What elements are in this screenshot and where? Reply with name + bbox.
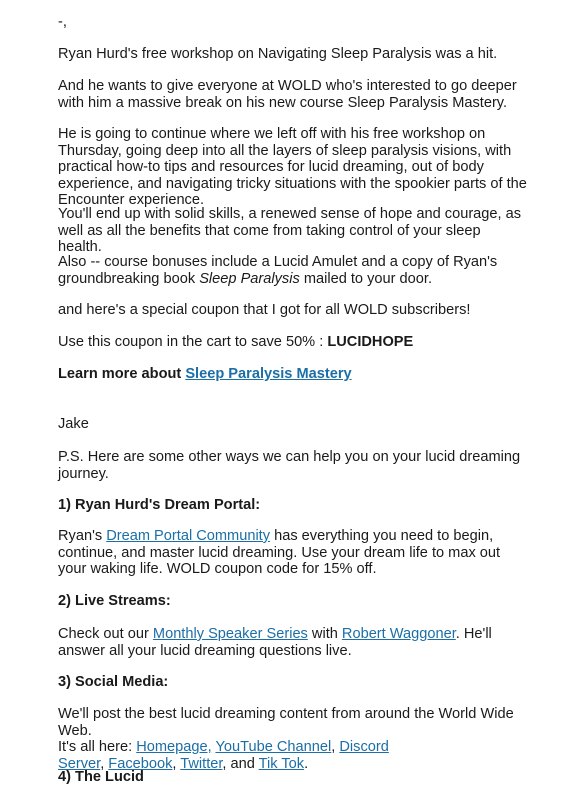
social-media-prefix: It's all here: (58, 739, 137, 755)
dream-portal-paragraph (58, 528, 528, 578)
period: . (304, 755, 309, 772)
separator: , (172, 755, 181, 772)
dream-portal-heading-text: 1) Ryan Hurd's Dream Portal: (58, 497, 261, 513)
social-media-paragraph (58, 706, 528, 772)
dream-portal-text: Ryan's (58, 528, 107, 544)
live-streams-text-mid: with (307, 626, 342, 642)
social-media-heading (58, 674, 528, 691)
signature: Jake (58, 416, 89, 432)
coupon-line (58, 334, 528, 351)
twitter-link[interactable]: Twitter (180, 755, 223, 772)
facebook-link[interactable]: Facebook (108, 755, 173, 772)
live-streams-text-end: . He'll answer all your lucid dreaming questions live. (58, 626, 492, 659)
separator: , (331, 739, 340, 755)
course-description-paragraph: He is going to continue where we left off with his free workshop on Thursday, going deep into all the layers of sleep paralysis visions, with practical how-to tips and resources for lucid dreaming, out of body experience, and navigating tricky situations with the spookier parts of the Encounter experience. (58, 126, 527, 208)
book-title: Sleep Paralysis (199, 270, 300, 287)
course-link[interactable]: Sleep Paralysis Mastery (185, 366, 352, 382)
social-media-text: We'll post the best lucid dreaming content from around the World Wide Web. (58, 706, 514, 739)
greeting: -, (58, 14, 67, 30)
live-streams-text: Check out our (58, 626, 153, 642)
dream-portal-community-link[interactable]: Dream Portal Community (106, 528, 271, 544)
coupon-intro: and here's a special coupon that I got for all WOLD subscribers! (58, 302, 471, 318)
separator-and: , and (222, 755, 259, 772)
learn-more-line (58, 366, 528, 383)
coupon-code: LUCIDHOPE (327, 334, 414, 350)
learn-more-label: Learn more about (58, 366, 186, 382)
bonuses-text: Also -- course bonuses include a Lucid Amulet and a copy of Ryan's groundbreaking book (58, 254, 498, 287)
live-streams-heading (58, 593, 528, 610)
discord-link-part1[interactable]: Discord (339, 739, 389, 755)
bonuses-paragraph (58, 254, 528, 287)
social-media-heading-text: 3) Social Media: (58, 674, 169, 690)
robert-waggoner-link[interactable]: Robert Waggoner (341, 626, 456, 642)
homepage-link[interactable]: Homepage, (136, 739, 212, 755)
dream-portal-text-end: has everything you need to begin, continue, and master lucid dreaming. Use your dream life to max out your waking life. WOLD coupon code for 15% off. (58, 528, 501, 577)
youtube-channel-link[interactable]: YouTube Channel (215, 739, 332, 755)
monthly-speaker-series-link[interactable]: Monthly Speaker Series (152, 626, 308, 642)
bonuses-text-end: mailed to your door. (299, 270, 433, 287)
coupon-text: Use this coupon in the cart to save 50% : (58, 334, 328, 350)
intro-paragraph: Ryan Hurd's free workshop on Navigating Sleep Paralysis was a hit. (58, 46, 498, 62)
dream-portal-heading (58, 497, 528, 514)
benefits-paragraph: You'll end up with solid skills, a renewed sense of hope and courage, as well as all the benefits that come from taking control of your sleep health. (58, 206, 522, 255)
tiktok-link[interactable]: Tik Tok (258, 755, 305, 772)
live-streams-heading-text: 2) Live Streams: (58, 593, 171, 609)
discord-link-part2[interactable]: Server (58, 755, 101, 772)
separator: , (100, 755, 109, 772)
live-streams-paragraph (58, 626, 528, 659)
offer-paragraph: And he wants to give everyone at WOLD who's interested to go deeper with him a massive break on his new course Sleep Paralysis Mastery. (58, 78, 517, 111)
next-section-heading (58, 769, 528, 786)
next-section-heading-text: 4) The Lucid (58, 769, 144, 785)
ps-paragraph: P.S. Here are some other ways we can help you on your lucid dreaming journey. (58, 449, 521, 482)
